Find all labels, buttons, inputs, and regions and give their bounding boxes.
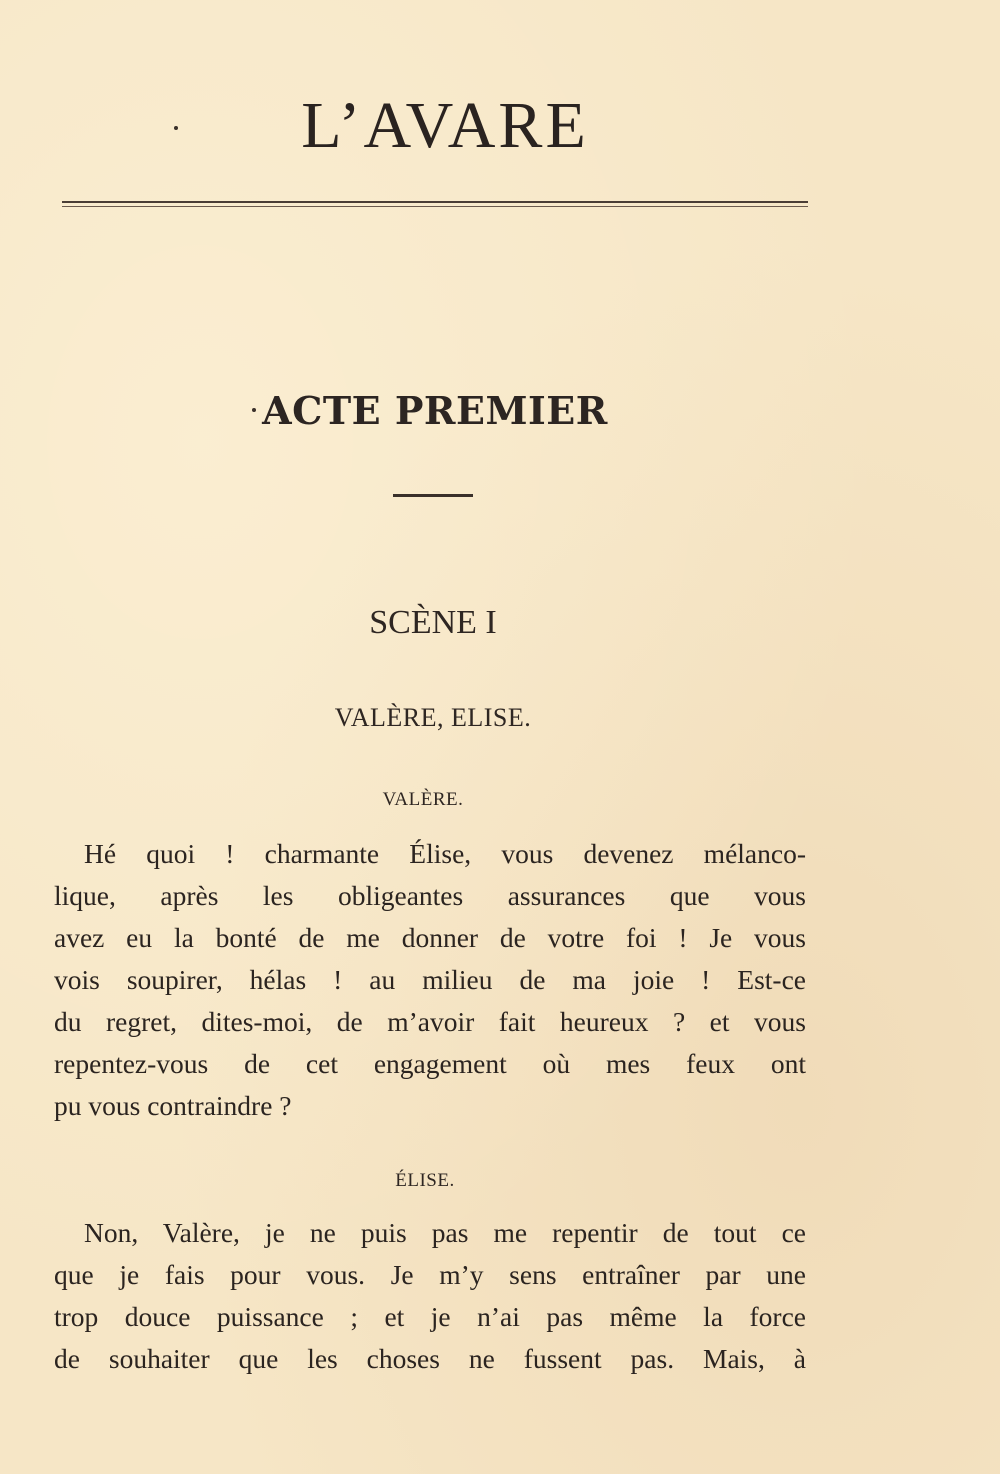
act-rule	[393, 494, 473, 497]
text-line: Non, Valère, je ne puis pas me repentir de tout ce	[84, 1217, 806, 1248]
text-line: vois soupirer, hélas ! au milieu de ma joie ! Est-ce	[54, 964, 806, 995]
speech-paragraph	[54, 1212, 806, 1380]
text-line: avez eu la bonté de me donner de votre foi ! Je vous	[54, 922, 806, 953]
speaker-name: VALÈRE.	[382, 789, 464, 810]
scene-characters: VALÈRE, ELISE.	[334, 703, 532, 732]
text-line: du regret, dites-moi, de m’avoir fait heureux ? et vous	[54, 1006, 806, 1037]
text-line: lique, après les obligeantes assurances que vous	[54, 880, 806, 911]
scene-heading: SCÈNE I	[369, 604, 497, 641]
speech-paragraph	[54, 833, 806, 1127]
act-heading: ACTE PREMIER	[262, 388, 608, 433]
speaker-name: ÉLISE.	[395, 1170, 455, 1191]
text-line: de souhaiter que les choses ne fussent pas. Mais, à	[54, 1343, 806, 1374]
ink-speck	[174, 126, 178, 130]
text-line: pu vous contraindre ?	[54, 1090, 292, 1121]
title-rule	[62, 201, 808, 203]
play-title: L’AVARE	[301, 89, 589, 162]
text-line: que je fais pour vous. Je m’y sens entraîner par une	[54, 1259, 806, 1290]
text-line: repentez-vous de cet engagement où mes feux ont	[54, 1048, 806, 1079]
title-rule-thin	[62, 206, 808, 207]
text-line: trop douce puissance ; et je n’ai pas même la force	[54, 1301, 806, 1332]
text-line: Hé quoi ! charmante Élise, vous devenez mélanco-	[84, 838, 806, 869]
